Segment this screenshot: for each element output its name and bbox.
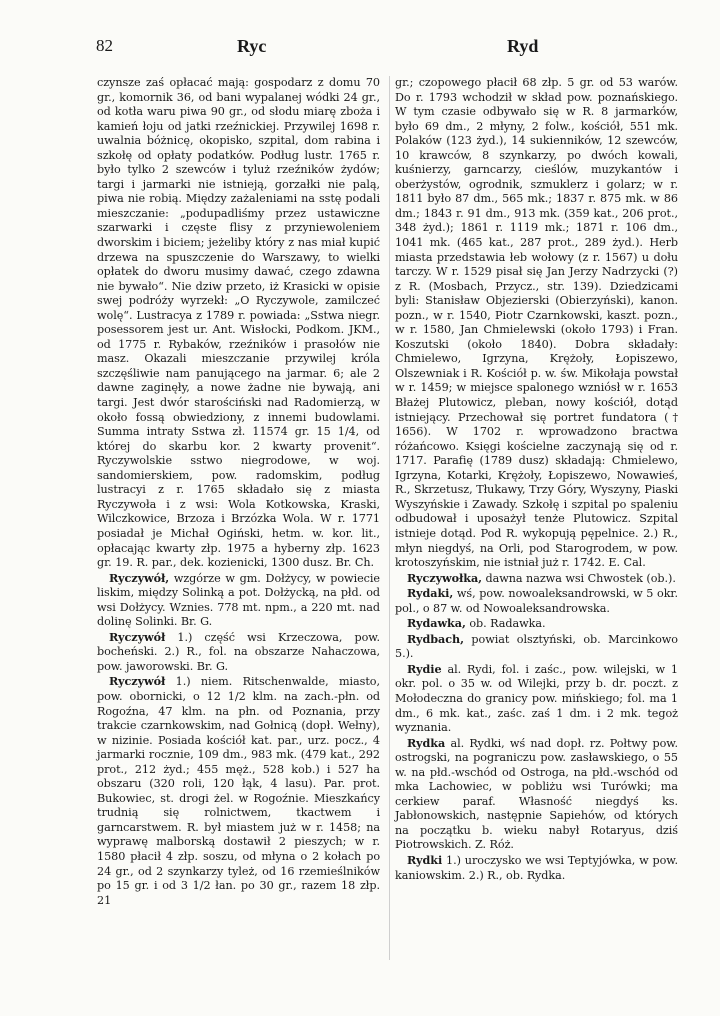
entry-headword: Ryczywół <box>109 629 166 644</box>
page-number: 82 <box>96 36 113 55</box>
entry-text: 1.) część wsi Krzeczowa, pow. bocheński. 2.) R., fol. na obszarze Nahaczowa, pow. jaworowski. Br. G. <box>97 630 380 673</box>
left-column <box>97 76 380 908</box>
entry-headword: Rydka <box>407 735 446 750</box>
left-running-head: Ryc <box>237 36 267 56</box>
entry-text: dawna nazwa wsi Chwostek (ob.). <box>482 571 676 585</box>
entry-headword: Ryczywół, <box>109 570 170 585</box>
entry-text: gr.; czopowego płacił 68 złp. 5 gr. od 53 warów. Do r. 1793 wchodził w skład pow. poznańskiego. W tym czasie odbywało się w R. 8 jarmarków, było 69 dm., 2 młyny, 2 folw., kościół, 551 mk. Polaków (123 żyd.), 14 sukienników, 12 szewców, 10 krawców, 8 szynkarzy, po dwóch kowali, kuśnierzy, garncarzy, cieślów, muzykantów i oberżystów, ogrodnik, szmuklerz i golarz; w r. 1811 było 87 dm., 565 mk.; 1837 r. 875 mk. w 86 dm.; 1843 r. 91 dm., 913 mk. (359 kat., 206 prot., 348 żyd.); 1861 r. 1119 mk.; 1871 r. 106 dm., 1041 mk. (465 kat., 287 prot., 289 żyd.). Herb miasta przedstawia łeb wołowy (z r. 1567) u dołu tarczy. W r. 1529 pisał się Jan Jerzy Nadrzycki (?) z R. (Mosbach, Przycz., str. 139). Dziedzicami byli: Stanisław Objezierski (Obierzyński), kanon. pozn., w r. 1540, Piotr Czarnkowski, kaszt. pozn., w r. 1580, Jan Chmielewski (około 1793) i Fran. Koszutski (około 1840). Dobra składały: Chmielewo, Igrzyna, Krężoły, Łopiszewo, Olszewniak i R. Kościół p. w. św. Mikołaja powstał w r. 1459; w miejsce spalonego wzniósł w r. 1653 Błażej Plutowicz, pleban, nowy kościół, dotąd istniejący. Przechował się portret fundatora († 1656). W 1702 r. wprowadzono bractwa różańcowo. Księgi kościelne zaczynają się od r. 1717. Parafię (1789 dusz) składają: Chmielewo, Igrzyna, Kotarki, Krężoły, Łopiszewo, Nowawieś, R., Skrzetusz, Tłukawy, Trzy Góry, Wyszyny, Piaski Wyszyńskie i Zawady. Szkołę i szpital po spaleniu odbudował i uposażył tenże Plutowicz. Szpital istnieje dotąd. Pod R. wykopują pępelnice. 2.) R., młyn niegdyś, na Orli, pod Starogrodem, w pow. krotoszyńskim, nie istniał już r. 1742. E. Cal. <box>395 76 678 570</box>
entry-headword: Rydbach, <box>407 631 464 646</box>
right-running-head: Ryd <box>507 36 539 56</box>
entry-paragraph <box>395 853 678 883</box>
entry-text: czynsze zaś opłacać mają: gospodarz z domu 70 gr., komornik 36, od bani wypalanej wódki 24 gr., od kotła waru piwa 90 gr., od słodu miarę zboża i kamień łoju od jatki rzeźnickiej. Przywilej 1698 r. uwalnia bóżnicę, okopisko, szpital, dom rabina i szkołę od opłaty podatków. Podług lustr. 1765 r. było tylko 2 szewców i tyluż rzeźników żydów; targi i jarmarki nie istnieją, gorzałki nie palą, piwa nie robią. Między zażaleniami na sstę podali mieszczanie: „podupadliśmy przez ustawiczne szarwarki i częste flisy z przyniewoleniem dworskim i biciem; jeżeliby który z nas miał kupić drzewa na spuszczenie do Warszawy, to wielki opłatek do dworu musimy dawać, czego zdawna nie bywało“. Nie dziw przeto, iż Krasicki w opisie swej podróży wyrzekł: „O Ryczywole, zamilczeć wolę“. Lustracya z 1789 r. powiada: „Sstwa niegr. posessorem jest ur. Ant. Wisłocki, Podkom. JKM., od 1775 r. Rybaków, rzeźników i prasołów nie masz. Okazali mieszczanie przywilej króla szczęśliwie nam panującego na jarmar. 6; ale 2 dawne zaginęły, a nowe żadne nie bywają, ani targi. Jest dwór starościński nad Radomierzą, w około fossą obwiedziony, z innemi budowlami. Summa intraty Sstwa zł. 11574 gr. 15 1/4, od której do skarbu kor. 2 kwarty provenit“. Ryczywolskie sstwo niegrodowe, w woj. sandomierskiem, pow. radomskim, podług lustracyi z r. 1765 składało się z miasta Ryczywoła i z wsi: Wola Kotkowska, Kraski, Wilczkowice, Brzoza i Brzózka Wola. W r. 1771 posiadał je Michał Ogiński, hetm. w. kor. lit., opłacając kwarty złp. 1975 a hyberny złp. 1623 gr. 19. R. par., dek. kozienicki, 1300 dusz. Br. Ch. <box>97 76 380 570</box>
entry-paragraph <box>395 662 678 736</box>
entry-text: 1.) uroczysko we wsi Teptyjówka, w pow. kaniowskim. 2.) R., ob. Rydka. <box>395 853 678 882</box>
entry-headword: Ryczywół <box>109 674 166 689</box>
entry-headword: Rydie <box>407 661 442 676</box>
entry-headword: Ryczywołka, <box>407 570 483 585</box>
entry-paragraph <box>97 76 380 571</box>
entry-paragraph <box>395 736 678 853</box>
entry-text: al. Rydki, wś nad dopł. rz. Połtwy pow. ostrogski, na pograniczu pow. zasławskiego, o 55 w. na płd.-wschód od Ostroga, na płd.-wschód od mka Lachowiec, w pobliżu wsi Turówki; ma cerkiew paraf. Własność niegdyś ks. Jabłonowskich, następnie Sapiehów, od których na początku b. wieku nabył Rotaryus, dziś Piotrowskich. Z. Róż. <box>395 736 678 852</box>
entry-headword: Rydki <box>407 852 443 867</box>
entry-headword: Rydawka, <box>407 616 466 631</box>
entry-text: 1.) niem. Ritschenwalde, miasto, pow. obornicki, o 12 1/2 klm. na zach.-płn. od Rogoźna, 47 klm. na płn. od Poznania, przy trakcie czarnkowskim, nad Gołnicą (dopł. Wełny), w nizinie. Posiada kościół kat. par., urz. pocz., 4 jarmarki rocznie, 109 dm., 983 mk. (479 kat., 292 prot., 212 żyd.; 455 męż., 528 kob.) i 527 ha obszaru (320 roli, 120 łąk, 4 lasu). Par. prot. Bukowiec, st. drogi żel. w Rogoźnie. Mieszkańcy trudnią się rolnictwem, tkactwem i garncarstwem. R. był miastem już w r. 1458; na wyprawę malborską dostawił 2 pieszych; w r. 1580 płacił 4 złp. soszu, od młyna o 2 kołach po 24 gr., od 2 szynkarzy tyleż, od 16 rzemieślników po 15 gr. i od 3 1/2 łan. po 30 gr., razem 18 złp. 21 <box>97 675 380 907</box>
entry-paragraph <box>395 76 678 571</box>
entry-text: ob. Radawka. <box>465 617 546 631</box>
entry-headword: Rydaki, <box>407 586 454 601</box>
page-header <box>0 36 720 58</box>
entry-text: al. Rydi, fol. i zaśc., pow. wilejski, w 1 okr. pol. o 35 w. od Wilejki, przy b. dr. poczt. z Mołodeczna do granicy pow. mińskiego; fol. ma 1 dm., 6 mk. kat., zaśc. zaś 1 dm. i 2 mk. tegoż wyznania. <box>395 662 678 735</box>
entry-paragraph <box>395 616 678 632</box>
entry-paragraph <box>395 586 678 616</box>
column-divider <box>389 76 390 960</box>
entry-paragraph <box>97 571 380 630</box>
entry-paragraph <box>97 630 380 675</box>
entry-paragraph <box>395 571 678 587</box>
entry-paragraph <box>97 674 380 908</box>
entry-text: powiat olsztyński, ob. Marcinkowo 5.). <box>395 632 678 661</box>
entry-text: wś, pow. nowoaleksandrowski, w 5 okr. pol., o 87 w. od Nowoaleksandrowska. <box>395 587 678 615</box>
entry-paragraph <box>395 632 678 662</box>
entry-text: wzgórze w gm. Dołżycy, w powiecie liskim, między Solinką a pot. Dołżycką, na płd. od wsi Dołżycy. Wznies. 778 mt. npm., a 220 mt. nad dolinę Solinki. Br. G. <box>97 571 380 629</box>
right-column <box>395 76 678 883</box>
